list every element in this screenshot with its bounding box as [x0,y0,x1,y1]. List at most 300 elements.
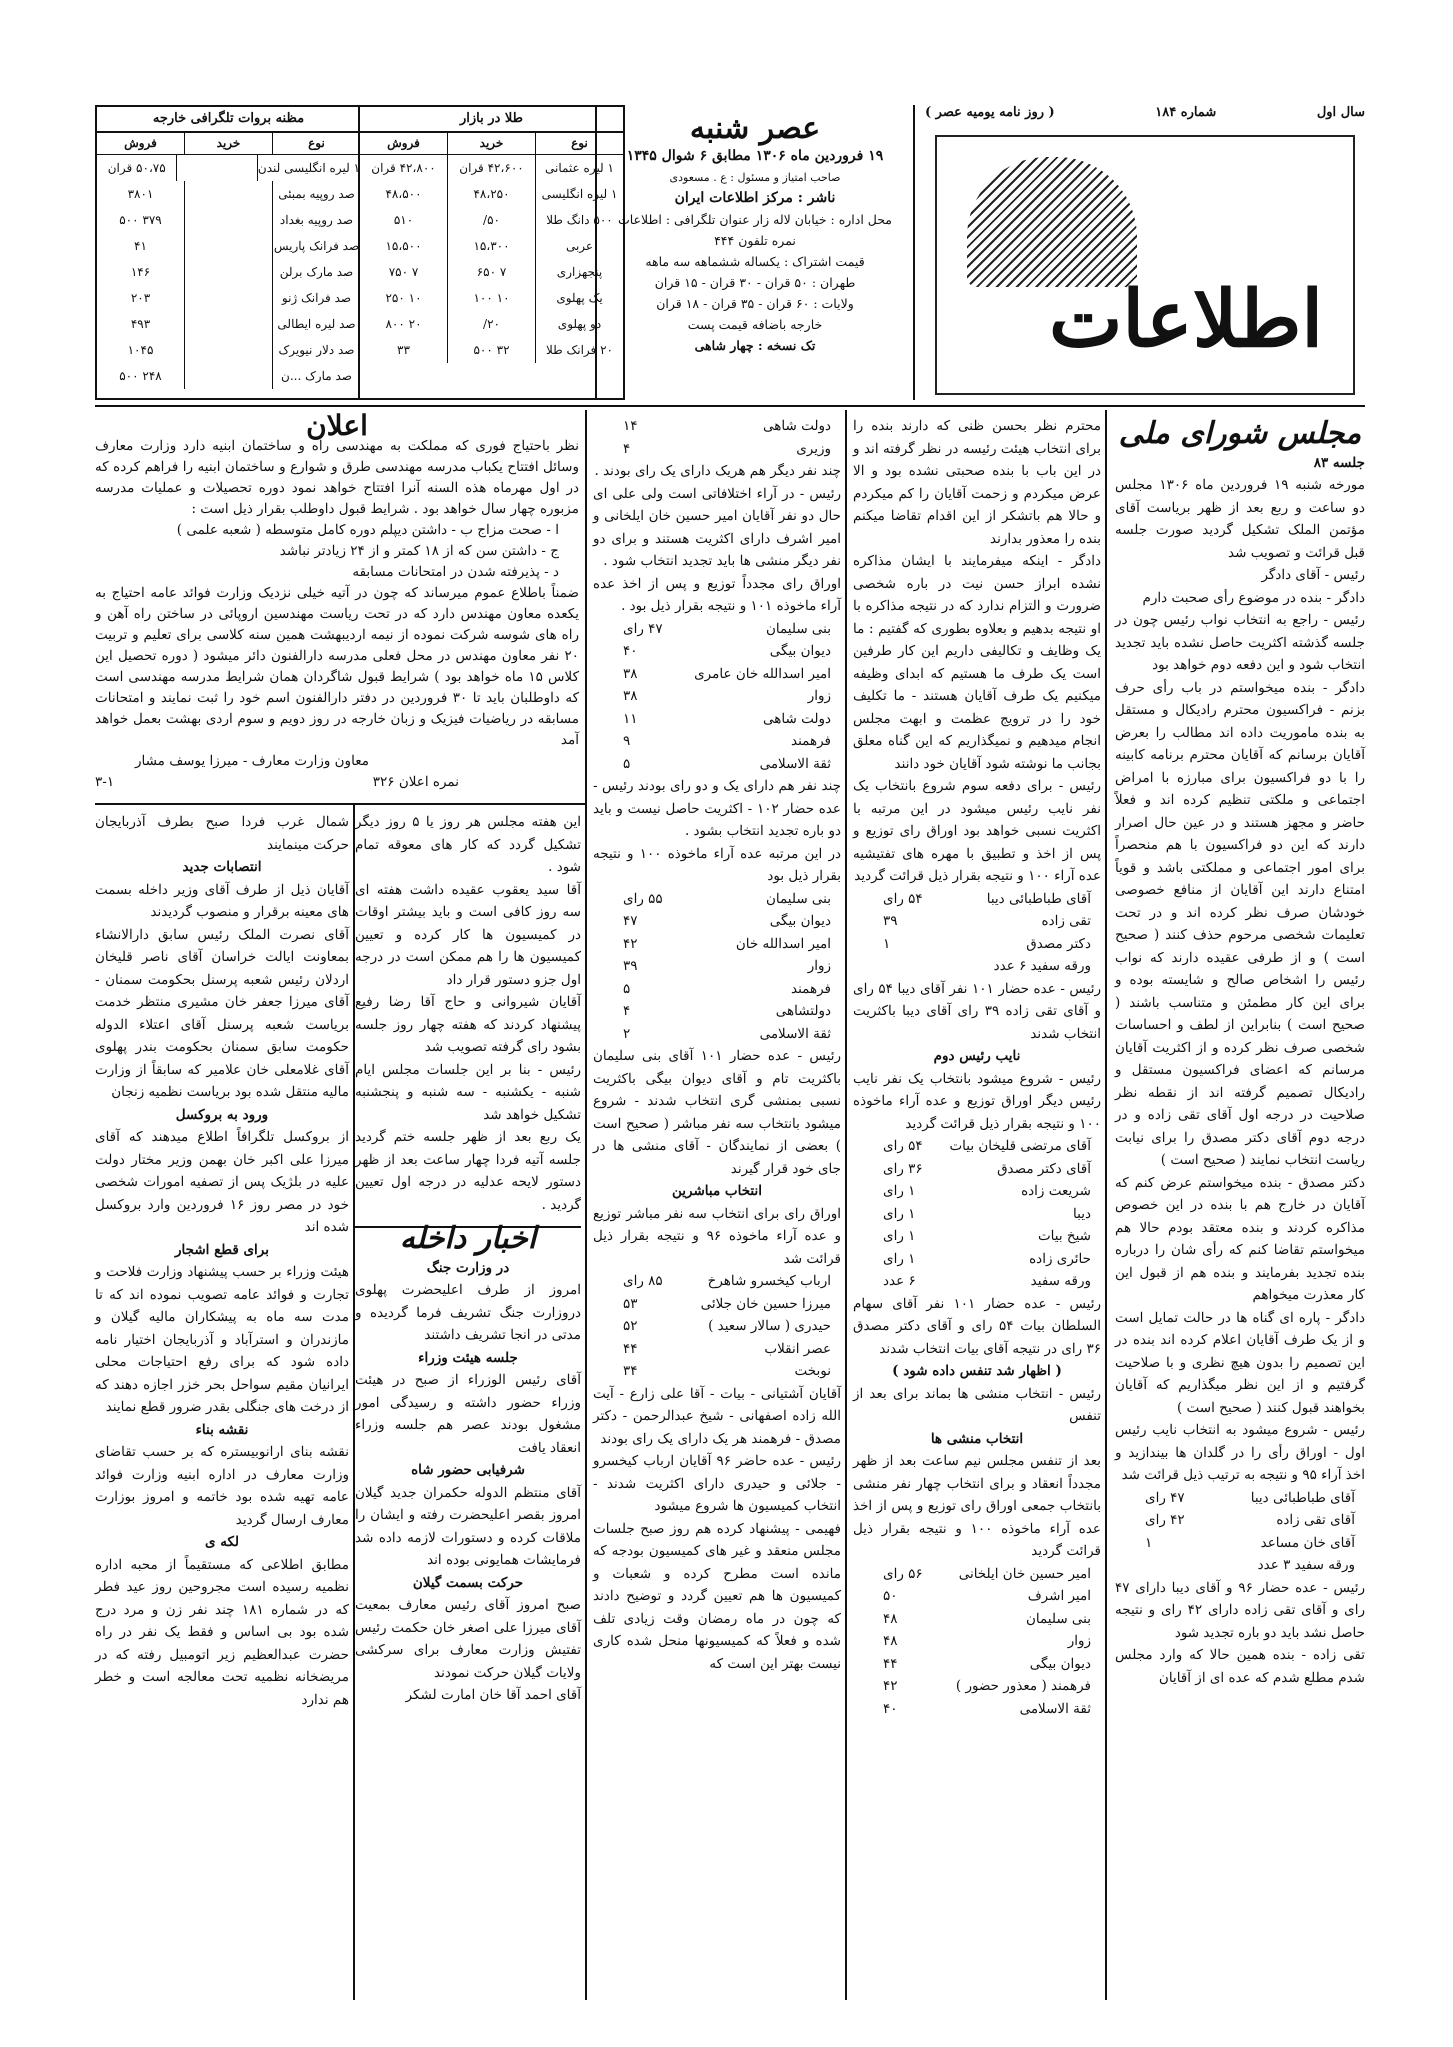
fx-table-title: مظنه بروات تلگرافی خارجه [97,107,360,133]
col5-p2: آقایان ذیل از طرف آقای وزیر داخله بسمت های معینه برقرار و منصوب گردیدند [95,881,349,920]
table-cell: ۴۱ [134,239,147,253]
masthead-logo [935,135,1355,395]
vote-count: ۵۴ رای [883,890,923,907]
table-row [360,181,623,207]
table-row [360,311,623,337]
vote-row [1115,1487,1365,1510]
column-4 [355,811,581,2001]
table-cell: عربی [535,233,623,259]
table-cell: ۷ ۷۵۰ [388,265,419,279]
condition-1: ا - صحت مزاج ب - داشتن دیپلم دوره کامل متوسطه ( شعبه علمی ) [176,522,559,538]
issue-label: شماره ۱۸۴ [1155,105,1217,120]
table-cell: صد مارک ...ن [272,363,360,389]
publication-info [595,105,915,400]
vote-name: دکتر مصدق [1026,935,1091,952]
vote-row [853,1270,1101,1293]
vote-name: میرزا حسین خان جلائی [700,1295,831,1312]
vote-name: ورقه سفید [1030,1273,1091,1289]
vote-count: ۱ رای [883,1228,916,1244]
vote-name: دولت شاهی [763,418,831,434]
col3-p1: چند نفر دیگر هم هریک دارای یک رای بودند . [594,463,841,479]
news-heading-cabinet: جلسه هیئت وزراء [418,1349,518,1366]
announcement-p1: نظر باحتیاج فوری که مملکت به مهندسی راه و ساختمان ابنیه دارد وزارت معارف وسائل افتتاح یکباب مدرسه مهندسی طرق و شوارع و ساختمان ابنیه را فراهم کرده که در اول مهرماه هذه السنه آنرا افتتاح خواهد نمود دوره تحصیلات و عملیات مدرسه مزبوره چهار سال خواهد بود . شرایط قبول داوطلب بقرار ذیل است : [95,438,579,517]
vote-row [593,1270,841,1293]
table-cell: صد مارک برلن [272,259,360,285]
table-cell: یک پهلوی [535,285,623,311]
vote-name: شریعت زاده [1021,1183,1091,1199]
col2-p5: رئیس - شروع میشود بانتخاب یک نفر نایب رئیس دیگر اوراق توزیع و عده آراء ماخوذه ۱۰۰ و نتیجه بقرار ذیل قرائت گردید [853,1070,1101,1132]
vote-count: ۳۸ [623,688,638,704]
table-cell [184,181,272,207]
col4-p10: آقای احمد آقا خان امارت لشکر [405,1687,581,1703]
col3-p8: آقایان آشتیانی - بیات - آقا علی زارع - آیت الله زاده اصفهانی - شیخ عبدالرحمن - دکتر مصدق - فرهمند هر یک دارای یک رای بودند [593,1385,841,1447]
table-cell [184,337,272,363]
vote-row [1115,1554,1365,1577]
vote-count: ۱ رای [883,1250,916,1267]
vote-name: فرهمند [791,733,831,749]
vote-row [593,730,841,753]
vote-row [593,888,841,911]
majlis-p9: رئیس - عده حضار ۹۶ و آقای دیبا دارای ۴۷ رای و آقای تقی زاده دارای ۴۲ رای و نتیجه حاصل نشد باید دو باره تجدید شود [1115,1579,1365,1641]
vote-name: فرهمند ( معذور حضور ) [955,1678,1091,1694]
vote-name: وزیری [796,440,831,457]
vote-row [593,1315,841,1338]
table-cell [176,155,256,181]
vote-name: آقای دکتر مصدق [997,1160,1091,1177]
logo-title: اطلاعات [1048,274,1323,365]
vote-count: ۱۴ [623,418,638,434]
col2-p6: رئیس - عده حضار ۱۰۱ نفر آقای سهام السلطان بیات ۵۴ رای و آقای دکتر مصدق ۳۶ رای در نتیجه آقای بیات انتخاب شدند [853,1295,1102,1357]
vote-row [593,1338,841,1361]
vote-count: ۵۵ رای [623,890,663,907]
table-row [97,233,360,259]
vote-row [593,618,841,641]
vote-row [853,1608,1101,1631]
vote-name: ثقة الاسلامی [759,755,831,772]
table-row [97,181,360,207]
table-cell: ۱۰۴۵ [127,343,154,357]
announcement-number: نمره اعلان ۳۲۶ [372,774,459,790]
header-buy: خرید [184,133,272,154]
vote-name: دیبا [1073,1205,1091,1222]
table-row [97,155,360,181]
vote-count: ۴۷ [623,913,638,929]
majlis-p5: دادگر - بنده میخواستم در باب رأی حرف بزنم - فراکسیون محترم رادیکال و مستقل به بنده ماموریت داده اند مطالب را بعرض آقایان برسانم که آقایان محترم برنامه کابینه را با دو فراکسیون برای مبارزه با امراض اجتماعی و ملکتی تنظیم کرده اند و فعلاً حاضر و مجهز هستند و در عین حال اصرار دارند که این دو فراکسیون با هم منحصراً برای امور اجتماعی و مملکتی باشد و قویاً امتناع دارند این آقایان از منافع خصوصی خودشان صرف نظر کرده اند و در تحت تعلیمات شخصی مرحوم حذف کنند ( صحیح است ) و از طرفی عقیده دارند که نواب رئیس را اشخاص صالح و شایسته بوده و برای این کار مطمئن و متناسب باشند ( صحیح است ) بنابراین از لطف و احساسات شخصی صرف نظر کرده و از اکثریت آقایان مرسانم که اعضای فراکسیون مستقل و رادیکال تصمیم گرفته اند از نقطه نظر صلاحیت در درجه اول آقای تقی زاده و در درجه دوم آقای دکتر مصدق را برای نیابت ریاست انتخاب نمایند ( صحیح است ) [1115,679,1365,1168]
majlis-p1: مورخه شنبه ۱۹ فروردین ماه ۱۳۰۶ مجلس دو ساعت و ربع بعد از ظهر بریاست آقای مؤتمن الملک تشکیل گردید صورت جلسه قبل قرائت و تصویب شد [1115,477,1366,561]
vote-name: آقای طباطبائی دیبا [986,890,1091,907]
table-cell: ۵۰۰ دانگ طلا [535,207,623,233]
publisher-line: ناشر : مرکز اطلاعات ایران [674,190,836,206]
table-row [360,259,623,285]
col3-p2: رئیس - در آراء اختلافاتی است ولی علی ای حال دو نفر آقایان امیر حسین خان ایلخانی و امیر اشرف دارای اکثریت هستند و برای دو نفر دیگر منشی ها باید تجدید انتخاب شود . [593,485,841,569]
announcement-block [95,409,580,800]
table-row [360,285,623,311]
news-heading-war-ministry: در وزارت جنگ [426,1259,510,1276]
angel-trumpet-illustration [967,157,1137,287]
masthead-info-line [925,105,1365,129]
announcement-title: اعلان [306,409,368,442]
table-cell: ۱۰ ۱۰۰ [447,285,535,311]
vote-row [853,933,1101,956]
header-buy: خرید [447,133,535,154]
gold-table-header [360,133,623,155]
table-cell: ۴۲،۸۰۰ قران [371,161,436,175]
vote-count: ۵۶ رای [883,1565,923,1582]
vote-name: ثقة الاسلامی [759,1025,831,1042]
col4-p6: امروز از طرف اعلیحضرت پهلوی دروزارت جنگ تشریف فرما گردیده و مدتی در انجا تشریف داشتند [355,1282,581,1343]
vote-count: ۵۲ [623,1318,638,1334]
vote-count: ۶ عدد [883,1273,916,1289]
vote-row [853,1630,1101,1653]
news-heading-brussels: ورود به بروکسل [175,1106,269,1123]
vote-name: امیر اسدالله خان [735,935,831,952]
table-row [360,233,623,259]
vote-count: ۴ [623,1003,631,1019]
vote-row [1115,1532,1365,1555]
vote-row [593,1023,841,1046]
vote-name: شیخ بیات [1037,1228,1091,1244]
vote-name: دیوان بیگی [1029,1655,1091,1672]
news-heading-appointments: انتصابات جدید [182,859,262,875]
vote-count: ۴۷ رای [1145,1489,1185,1506]
col3-p7: اوراق رای برای انتخاب سه نفر مباشر توزیع و عده آراء ماخوذه ۹۶ و نتیجه بقرار ذیل قرائت شد [593,1205,841,1267]
announcement-signature: معاون وزارت معارف - میرزا یوسف مشار [135,753,369,769]
news-heading-gilan: حرکت بسمت گیلان [412,1574,524,1591]
vote-name: ارباب کیخسرو شاهرخ [707,1273,831,1289]
column-2 [853,415,1101,2005]
vote-count: ۲ [623,1025,631,1042]
vote-row [853,1698,1101,1721]
edition-title: عصر شنبه [689,111,821,146]
col5-p4: از بروکسل تلگرافاً اطلاع میدهند که آقای میرزا علی اکبر خان بهمن وزیر مختار دولت علیه در بلژیک پس از تصفیه امورات شخصی خود در مصر روز ۱۶ فروردین وارد بروکسل شده اند [95,1129,349,1235]
col4-p5: یک ربع بعد از ظهر جلسه ختم گردید جلسه آتیه فردا چهار ساعت بعد از ظهر دستور لایحه عدلیه در درجه اول تعیین گردید . [355,1129,581,1213]
office-line: محل اداره : خیابان لاله زار عنوان تلگرافی : اطلاعات [617,212,892,227]
vote-row [853,1135,1101,1158]
column-5 [95,811,349,2001]
section-stewards: انتخاب مباشرین [671,1183,763,1199]
majlis-p3: دادگر - بنده در موضوع رأی صحبت دارم [1142,589,1365,606]
vote-count: ۴۴ [623,1340,638,1357]
table-cell [184,233,272,259]
vote-name: بنی سلیمان [765,620,831,637]
table-cell: صد روپیه بغداد [272,207,360,233]
vote-row [853,910,1101,933]
vote-row [593,685,841,708]
col5-p6: نقشه بنای ارانوبیستره که بر حسب تقاضای وزارت معارف در اداره ابنیه وزارت فوائد عامه تهیه شده بود خاتمه و امروز بوزارت معارف ارسال گردید [95,1444,349,1528]
col2-p3: رئیس - برای دفعه سوم شروع بانتخاب یک نفر نایب رئیس میشود در این مرتبه با اکثریت نسبی خواهد بود اوراق رای توزیع و پس از اخذ و تطبیق با مهره های تفتیشیه عده آراء ۱۰۰ و نتیجه بقرار ذیل قرائت گردید [853,778,1101,884]
table-cell [184,363,272,389]
condition-2: ج - داشتن سن که از ۱۸ کمتر و از ۲۴ زیادتر نباشد [279,543,559,559]
table-cell: ۱۰ ۲۵۰ [385,291,422,305]
vote-row [593,1293,841,1316]
col4-p7: آقای رئیس الوزراء از صبح در هیئت وزراء حضور داشته و رسیدگی امور مشغول بودند عصر هم جلسه وزراء انعقاد یافت [355,1372,581,1456]
vote-name: آقای طباطبائی دیبا [1250,1489,1355,1506]
vote-count: ۵ [623,980,631,997]
vote-row [593,415,841,438]
daily-label: ( روز نامه یومیه عصر ) [925,105,1055,120]
table-cell [184,207,272,233]
vote-count: ۴۸ [883,1610,898,1627]
vote-row [593,933,841,956]
vote-row [593,438,841,461]
table-cell: ۱۴۶ [130,265,151,279]
majlis-p4: رئیس - راجع به انتخاب نواب رئیس چون در جلسه گذشته اکثریت حاصل نشده باید تجدید انتخاب شود و این دفعه دوم خواهد بود [1115,612,1365,673]
table-row [97,207,360,233]
vote-name: حائری زاده [1029,1250,1091,1267]
col3-p4: چند نفر هم دارای یک و دو رای بودند رئیس - عده حضار ۱۰۲ - اکثریت حاصل نیست و باید دو باره تجدید انتخاب بشود . [593,778,841,839]
col2-p8: رئیس - انتخاب منشی ها بماند برای بعد از تنفس [853,1385,1101,1424]
vote-count: ۱ رای [883,1183,916,1199]
table-cell: ۱۵،۳۰۰ [447,233,535,259]
vote-row [853,1563,1101,1586]
announcement-footer [95,772,579,793]
table-cell: ۵۰/ [447,207,535,233]
vote-row [593,640,841,663]
vote-name: تقی زاده [1041,913,1091,929]
table-cell: ۴۹۳ [130,317,151,331]
table-row [97,259,360,285]
vote-count: ۳۹ [623,958,638,974]
table-cell [184,285,272,311]
col4-p2: آقا سید یعقوب عقیده داشت هفته ای سه روز کافی است و باید بیشتر اوقات در کمیسیون ها کار کرده و تعیین کمیسیون ها را هم ممکن است در درجه اول جزو دستور قرار داد [355,881,581,988]
vote-row [853,1248,1101,1271]
vote-name: امیر اسدالله خان عامری [694,665,831,682]
vote-name: بنی سلیمان [765,890,831,907]
vote-count: ۴۲ رای [1145,1512,1185,1528]
table-cell: ۲۰ فرانک طلا [535,337,623,363]
vote-row [853,1180,1101,1203]
col5-p5: هیئت وزراء بر حسب پیشنهاد وزارت فلاحت و تجارت و فوائد عامه تصویب نموده اند که تا مدت سه ماه به پیشکاران مالیه گیلان و مازندران و استرآباد و آذربایجان اختیار نامه داده شود که برای رفع احتیاجات محلی ایرانیان مقیم سواحل بحر خزر اجازه دهند که از درخت های جنگلی بقدر ضرور قطع نمایند [95,1264,349,1415]
table-cell: ۲۰ ۸۰۰ [385,317,422,331]
table-cell: صد فرانک پاریس [272,233,360,259]
vote-count: ۵۳ [623,1295,638,1312]
table-row [97,311,360,337]
col3-p10: فهیمی - پیشنهاد کرده هم روز صبح جلسات مجلس منعقد و غیر های کمیسیون بودجه که مانده است مطرح کرده و شعبات و کمیسیون ها هم تعیین گردد و توضیح دادند که چون در ماه رمضان وقت زیادی تلف شده و فعلاً که کمیسیونها منحل شده کاری نیست بهتر این است که [593,1520,841,1672]
vote-row [593,955,841,978]
majlis-p6: دکتر مصدق - بنده میخواستم عرض کنم که آقایان در خارج هم با بنده در این خصوص مذاکره کردند و بنده معتقد بودم حالا هم میخواستم تقاضا کنم که رأی شان را درباره بنده تجدید بفرمایند و بنده هم از قبول این کار معذرت میخواهم [1115,1174,1365,1303]
vote-name: دیوان بیگی [769,643,831,659]
vote-row [593,1000,841,1023]
vote-row [853,955,1101,978]
vote-row [593,753,841,776]
table-cell: ۵۰،۷۵ قران [107,161,166,175]
domestic-news-title: اخبار داخله [355,1226,581,1251]
table-cell: دو پهلوی [535,311,623,337]
condition-3: د - پذیرفته شدن در امتحانات مسابقه [352,564,559,580]
vote-row [593,1360,841,1383]
vote-row [853,1585,1101,1608]
table-cell: ۱ لیره عثمانی [535,155,623,181]
table-cell: ۴۸،۵۰۰ [385,187,422,201]
vote-name: ثقة الاسلامی [1019,1700,1091,1717]
vote-name: آقای تقی زاده [1276,1512,1355,1528]
table-row [97,285,360,311]
majlis-column [1115,415,1365,2005]
col4-p4: رئیس - بنا بر این جلسات مجلس ایام شنبه - یکشنبه - سه شنبه و پنجشنبه تشکیل خواهد شد [355,1061,581,1123]
vote-count: ۴۰ [623,643,638,659]
col5-p1: شمال غرب فردا صبح بطرف آذربایجان حرکت مینمایند [95,814,349,853]
vote-count: ۴۸ [883,1633,898,1649]
single-copy-price: تک نسخه : چهار شاهی [694,338,816,353]
fx-table-header [97,133,360,155]
vote-count: ۱ رای [883,1205,916,1222]
vote-name: امیر اشرف [1027,1588,1091,1604]
table-cell [184,259,272,285]
vote-row [593,978,841,1001]
vote-name: بنی سلیمان [1025,1610,1091,1627]
vote-row [853,1203,1101,1226]
col3-p6: رئیس - عده حضار ۱۰۱ آقای بنی سلیمان باکثریت تام و آقای دیوان بیگی باکثریت نسبی بمنشی گری انتخاب شدند - شروع میشود بانتخاب سه نفر مباشر ( صحیح است ) بعضی از نمایندگان - آقای منشی ها در جای خود قرار گیرند [593,1048,841,1177]
vote-count: ۴۲ [883,1678,898,1694]
col2-p9: بعد از تنفس مجلس نیم ساعت بعد از ظهر مجدداً انعقاد و برای انتخاب چهار نفر منشی بانتخاب جمعی اوراق رای توزیع و پس از اخذ عده آراء ماخوذه ۱۰۰ و نتیجه بقرار ذیل قرائت گردید [853,1453,1101,1559]
col5-p3: آقای نصرت الملک رئیس سابق دارالانشاء بمعاونت ایالت خراسان آقای ناصر قلیخان اردلان رئیس شعبه پرسنل بحکومت سمنان - آقای میرزا جعفر خان مشیری منتظر خدمت بریاست شعبه پرسنل آقای اعتلاء الدوله حکومت سابق سمنان بحکومت بندر پهلوی آقای غلامعلی خان علامیر که سابقاً از وزارت مالیه منتقل شده بود بریاست نظمیه زنجان [95,926,349,1100]
vote-count: ۱ [1145,1534,1153,1551]
vote-count: ۱۱ [623,710,638,727]
table-cell: ۲۰۳ [130,291,151,305]
vote-count: ۵ [623,755,631,772]
vote-name: فرهمند [791,980,831,997]
vote-count: ۳۹ [883,913,898,929]
subscription-tehran: طهران : ۵۰ قران - ۳۰ قران - ۱۵ قران [654,275,856,290]
table-cell: ۱۵،۵۰۰ [385,239,422,253]
owner-line: صاحب امتیاز و مسئول : ع . مسعودی [669,171,841,184]
majlis-p7: دادگر - پاره ای گناه ها در حالت تمایل است و از یک طرف آقایان اعلام کرده اند بنده در این تصمیم را بدون هیچ نظری و با صلاحیت گرفتیم و از این نظر میگذاریم که آقایان بخواهند قبول کنند ( صحیح است ) [1115,1309,1365,1416]
vote-row [853,1225,1101,1248]
table-cell: ۷ ۶۵۰ [447,259,535,285]
vote-count: ۴۰ [883,1700,898,1717]
subscription-abroad: خارجه باضافه قیمت پست [687,317,823,332]
vote-name: عصر انقلاب [764,1340,831,1357]
phone-line: نمره تلفون ۴۴۴ [714,233,796,248]
table-row [360,155,623,181]
subscription-head: قیمت اشتراک : یکساله ششماهه سه ماهه [645,254,865,269]
vote-count: ۴۲ [623,935,638,952]
gold-table [358,107,623,398]
col3-p5: در این مرتبه عده آراء ماخوذه ۱۰۰ و نتیجه بقرار ذیل بود [593,845,841,884]
vote-row [853,1158,1101,1181]
newspaper-page [95,105,1365,2005]
header-sell: فروش [124,136,157,150]
vote-row [593,708,841,731]
vote-count: ۴ [623,440,631,457]
vote-row [853,1653,1101,1676]
header-sell: فروش [387,136,420,150]
vote-name: حیدری ( سالار سعید ) [708,1318,831,1334]
vote-name: آقای خان مساعد [1260,1534,1355,1551]
table-row [360,207,623,233]
vote-name: زوار [807,688,831,704]
news-heading-denial: لکه ی [204,1534,240,1550]
section-secretaries: انتخاب منشی ها [930,1430,1024,1447]
vote-count: ۴۷ رای [623,620,663,637]
majlis-p10: تقی زاده - بنده همین حالا که وارد مجلس شدم مطلع شدم که عده ای از آقایان [1115,1647,1365,1686]
vote-count: ۵۰ [883,1588,898,1604]
table-cell: ۴۸،۲۵۰ [447,181,535,207]
vote-row [853,1675,1101,1698]
col2-p7: ( اظهار شد تنفس داده شود ) [892,1363,1062,1379]
table-row [97,337,360,363]
col3-p9: رئیس - عده حاضر ۹۶ آقایان ارباب کیخسرو - جلائی و حیدری دارای اکثریت شدند - انتخاب کمیسیون ها شروع میشود [593,1453,841,1514]
col2-p2: دادگر - اینکه میفرمایند با ایشان مذاکره نشده ابراز حسن نیت در باره شخصی ضرورت و التزام ندارد که در نتیجه مذاکره با او نتیجه بدهیم و بعلاوه بطوری که گفتیم : ما یک وظایف و تکالیفی داریم این کار طرفین است یک طرف ما هستیم که ابدای وظیفه میکنیم یک طرف آقایان هستند - ما تکلیف خود را در ترویج عظمت و ابهت مجلس انجام میدهیم و نمیگذاریم که این گناه معلق بجانب ما نوشته شود آقایان خود دانند [853,553,1101,772]
table-cell [184,311,272,337]
table-row [360,337,623,363]
table-cell: صد روپیه بمبئی [272,181,360,207]
col4-p9: صبح امروز آقای رئیس معارف بمعیت آقای میرزا علی اصغر خان حکمت رئیس تفتیش وزارت معارف برای سرکشی ولایات گیلان حرکت نمودند [355,1597,581,1681]
col4-p1: این هفته مجلس هر روز یا ۵ روز دیگر تشکیل گردد که کار های معوقه تمام شود . [355,814,581,875]
table-cell: ۴۲،۶۰۰ قران [447,155,535,181]
subscription-provinces: ولایات : ۶۰ قران - ۳۵ قران - ۱۸ قران [656,296,854,311]
vote-row [1115,1509,1365,1532]
col5-p7: مطابق اطلاعی که مستقیماً از محبه اداره نظمیه رسیده است مجروحین روز عید فطر که در شماره ۱۸۱ چند نفر زن و مرد درج شده بود بی اساس و فقط یک نفر در راه حضرت عبدالعظیم زیر اتومبیل رفته که در مریضخانه نظمیه تحت معالجه است و خطر هم ندارد [95,1556,349,1708]
vote-row [593,910,841,933]
vote-name: نوبخت [794,1363,831,1379]
table-cell: ۱ لیره انگلیسی لندن [257,155,360,181]
table-cell: ۲۴۸ ۵۰۰ [119,369,162,383]
vote-count: ۵۴ رای [883,1138,923,1154]
vote-name: دولت شاهی [763,710,831,727]
table-cell: صد لیره ایطالی [272,311,360,337]
vote-name: آقای مرتضی قلیخان بیات [949,1138,1091,1154]
table-cell: صد دلار نیویرک [272,337,360,363]
vote-row [853,888,1101,911]
table-cell: ۳۲ ۵۰۰ [447,337,535,363]
news-heading-building: نقشه بناء [195,1421,249,1438]
table-cell: ۲۰/ [447,311,535,337]
table-cell: پنجهزاری [535,259,623,285]
vote-count: ۳۴ [623,1363,638,1379]
issue-date: ۱۹ فروردین ماه ۱۳۰۶ مطابق ۶ شوال ۱۳۴۵ [626,148,884,164]
fx-table [97,107,360,398]
year-label: سال اول [1316,105,1365,120]
vote-name: دولتشاهی [775,1003,831,1019]
vote-name: امیر حسین خان ایلخانی [958,1565,1091,1582]
announcement-ref: ۳-۱ [95,774,115,790]
vote-count: ۹ [623,733,631,749]
col4-p8: آقای منتظم الدوله حکمران جدید گیلان امروز بقصر اعلیحضرت رفته و ایشان را ملاقات کرده و دستورات لازمه داده شد فرمایشات همایونی بوده اند [355,1484,581,1568]
col2-p1: محترم نظر بحسن ظنی که دارند بنده را برای انتخاب هیئت رئیسه در نظر گرفته اند و در این باب با بنده صحبتی نشده بود و الا عرض میکردم و زحمت آقایان را کم میکردم و حالا هم باتشکر از این اقدام تقاضا میکنم بنده را معذور بدارند [853,418,1101,547]
vote-count: ۴۴ [883,1655,898,1672]
vote-name: ورقه سفید ۳ عدد [1257,1557,1355,1573]
col4-p3: آقایان شیروانی و حاج آقا رضا رفیع پیشنهاد کردند که هفته چهار روز جلسه بشود رای گرفته تصویب شد [355,994,581,1055]
header-type: نوع [535,133,623,154]
majlis-title: مجلس شورای ملی [1118,416,1362,451]
table-cell: ۱ لیره انگلیسی [535,181,623,207]
vote-row [593,663,841,686]
announcement-p2: ضمناً باطلاع عموم میرساند که چون در آتیه خیلی نزدیک وزارت فوائد عامه احتیاج به یکعده معاون مهندس دارد که در تحت ریاست مهندسین اروپائی در ساختن راه آهن و راه های شوسه شرکت نموده از نیمه اردیبهشت همین سنه کلاسی برای تعلیم و تربیت ۲۰ نفر معاون مهندس در محل فعلی مدرسه دارالفنون دائر میشود ( دوره تحصیل این کلاس ۱۵ ماه خواهد بود ) شرایط قبول شاگردان همان شرایط مدرسه مهندسی است که داوطلبان باید تا ۳۰ فروردین در دفتر دارالفنون اسم خود را ثبت نمایند و امتحانات مسابقه در ریاضیات فیزیک و زبان خارجه در روز دویم و سوم اردی بهشت بعمل خواهد آمد [95,585,580,748]
news-heading-audience: شرفیابی حضور شاه [411,1462,525,1478]
market-prices-box [95,105,625,400]
section-second-deputy: نایب رئیس دوم [933,1048,1021,1064]
vote-count: ۳۸ [623,665,638,682]
table-row [97,363,360,389]
vote-name: زوار [1067,1633,1091,1649]
column-3 [593,415,841,2005]
majlis-p2: رئیس - آقای دادگر [1261,567,1365,583]
vote-count: ۱ [883,935,891,952]
col3-p3: اوراق رای مجدداً توزیع و پس از اخذ عده آراء ماخوذه ۱۰۱ و نتیجه بقرار ذیل بود . [593,575,841,614]
table-cell: ۳۳ [397,343,410,357]
session-number: جلسه ۸۳ [1313,454,1365,471]
table-cell: ۵۱۰ [393,213,414,227]
news-heading-trees: برای قطع اشجار [174,1241,270,1258]
vote-count: ۳۶ رای [883,1160,923,1177]
majlis-p8: رئیس - شروع میشود به انتخاب نایب رئیس اول - اوراق رأی را در گلدان ها بیندازید و اخذ آراء ۹۵ و نتیجه به ترتیب ذیل قرائت شد [1115,1422,1365,1483]
vote-name: زوار [807,958,831,974]
col2-p4: رئیس - عده حضار ۱۰۱ نفر آقای دیبا ۵۴ رای و آقای تقی زاده ۳۹ رای آقای دیبا باکثریت انتخاب شدند [853,980,1101,1042]
vote-name: ورقه سفید ۶ عدد [993,958,1091,974]
vote-count: ۸۵ رای [623,1273,663,1289]
vote-name: دیوان بیگی [769,913,831,929]
